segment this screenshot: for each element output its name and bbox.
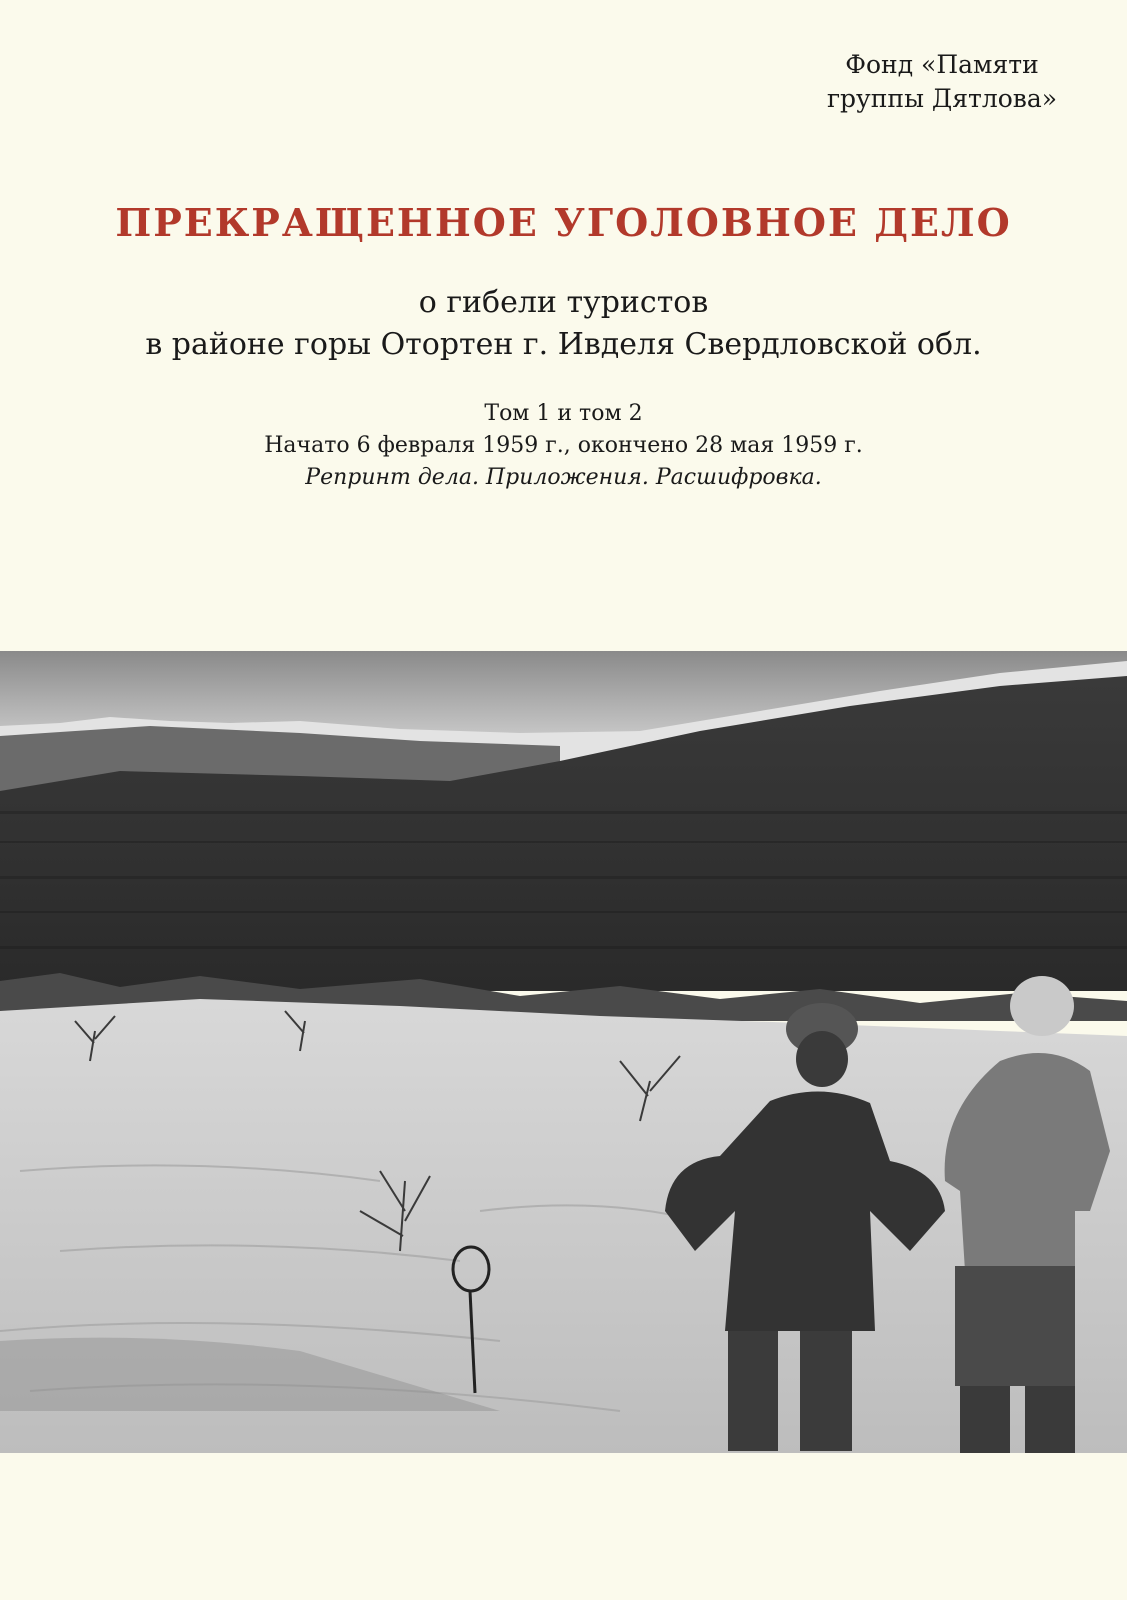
cover-title: ПРЕКРАЩЕННОЕ УГОЛОВНОЕ ДЕЛО [115,200,1012,245]
cover-subtitle [0,282,1127,366]
subtitle-line-2: в районе горы Отортен г. Ивделя Свердловской обл. [145,327,982,362]
volume-line-2: Начато 6 февраля 1959 г., окончено 28 мая 1959 г. [264,433,863,458]
publisher-line-2: группы Дятлова» [826,84,1058,113]
subtitle-line-1: о гибели туристов [418,285,709,320]
volume-line-1: Том 1 и том 2 [484,401,643,426]
volume-info [0,398,1127,494]
cover-photo [0,651,1127,1453]
volume-line-3: Репринт дела. Приложения. Расшифровка. [305,465,822,490]
publisher-block [812,48,1072,116]
winter-landscape-photo [0,651,1127,1453]
publisher-line-1: Фонд «Памяти [845,50,1039,79]
